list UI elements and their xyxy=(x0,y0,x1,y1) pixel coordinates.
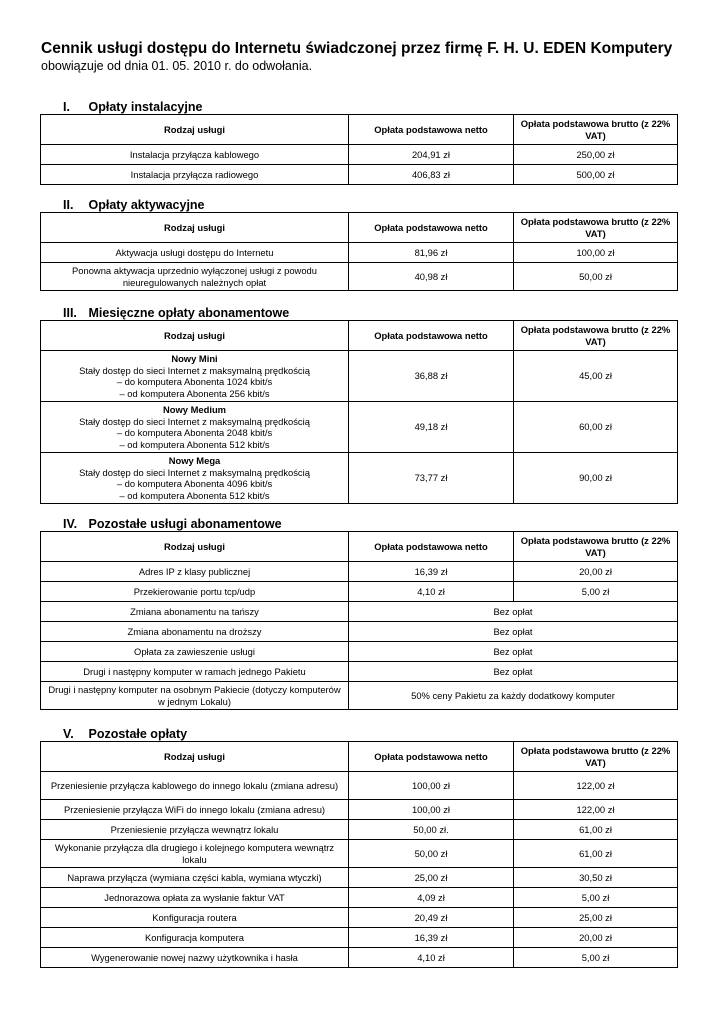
net-price-cell: 40,98 zł xyxy=(349,263,514,291)
service-cell: Przeniesienie przyłącza kablowego do innego lokalu (zmiana adresu) xyxy=(41,772,349,800)
activation-fees-table xyxy=(40,212,678,291)
header-service: Rodzaj usługi xyxy=(41,321,349,351)
merged-price-cell: Bez opłat xyxy=(349,662,678,682)
net-price-cell: 50,00 zł xyxy=(349,840,514,868)
table-row xyxy=(41,820,678,840)
gross-price-cell: 500,00 zł xyxy=(514,165,678,185)
package-row-mega xyxy=(41,453,678,504)
table-row xyxy=(41,928,678,948)
table-row xyxy=(41,165,678,185)
table-row xyxy=(41,868,678,888)
table-row xyxy=(41,622,678,642)
table-row xyxy=(41,908,678,928)
section-number: II. xyxy=(63,198,74,212)
table-row xyxy=(41,602,678,622)
gross-price-cell: 5,00 zł xyxy=(514,888,678,908)
gross-price-cell: 50,00 zł xyxy=(514,263,678,291)
gross-price-cell: 250,00 zł xyxy=(514,145,678,165)
header-gross: Opłata podstawowa brutto (z 22% VAT) xyxy=(514,532,678,562)
package-row-medium xyxy=(41,402,678,453)
package-name: Nowy Medium xyxy=(162,404,227,415)
package-row-mini xyxy=(41,351,678,402)
section-heading-activation xyxy=(63,198,205,212)
net-price-cell: 20,49 zł xyxy=(349,908,514,928)
service-cell: Przeniesienie przyłącza wewnątrz lokalu xyxy=(41,820,349,840)
net-price-cell: 49,18 zł xyxy=(349,402,514,453)
gross-price-cell: 25,00 zł xyxy=(514,908,678,928)
service-cell: Konfiguracja routera xyxy=(41,908,349,928)
service-cell: Drugi i następny komputer w ramach jednego Pakietu xyxy=(41,662,349,682)
table-header-row xyxy=(41,115,678,145)
service-cell: Naprawa przyłącza (wymiana części kabla, wymiana wtyczki) xyxy=(41,868,349,888)
header-net: Opłata podstawowa netto xyxy=(349,742,514,772)
package-download-speed: – do komputera Abonenta 2048 kbit/s xyxy=(116,427,273,438)
section-title: Miesięczne opłaty abonamentowe xyxy=(88,306,290,320)
service-cell: Jednorazowa opłata za wysłanie faktur VAT xyxy=(41,888,349,908)
net-price-cell: 36,88 zł xyxy=(349,351,514,402)
section-heading-monthly xyxy=(63,306,289,320)
net-price-cell: 4,10 zł xyxy=(349,582,514,602)
service-cell: Adres IP z klasy publicznej xyxy=(41,562,349,582)
service-cell: Zmiana abonamentu na tańszy xyxy=(41,602,349,622)
net-price-cell: 204,91 zł xyxy=(349,145,514,165)
package-description: Stały dostęp do sieci Internet z maksymalną prędkością xyxy=(79,466,310,478)
service-cell: Drugi i następny komputer na osobnym Pakiecie (dotyczy komputerów w jednym Lokalu) xyxy=(41,682,349,710)
gross-price-cell: 122,00 zł xyxy=(514,772,678,800)
table-row xyxy=(41,263,678,291)
service-cell: Przeniesienie przyłącza WiFi do innego lokalu (zmiana adresu) xyxy=(41,800,349,820)
net-price-cell: 50,00 zł. xyxy=(349,820,514,840)
table-row xyxy=(41,840,678,868)
section-number: V. xyxy=(63,727,74,741)
package-upload-speed: – od komputera Abonenta 512 kbit/s xyxy=(119,438,270,450)
section-heading-other-subscription xyxy=(63,517,282,531)
package-upload-speed: – od komputera Abonenta 256 kbit/s xyxy=(119,387,270,399)
header-net: Opłata podstawowa netto xyxy=(349,532,514,562)
package-description: Stały dostęp do sieci Internet z maksymalną prędkością xyxy=(79,415,310,427)
table-header-row xyxy=(41,213,678,243)
package-name: Nowy Mega xyxy=(168,455,221,466)
table-row xyxy=(41,562,678,582)
package-download-speed: – do komputera Abonenta 1024 kbit/s xyxy=(116,376,273,387)
table-row xyxy=(41,642,678,662)
section-number: III. xyxy=(63,306,77,320)
header-service: Rodzaj usługi xyxy=(41,115,349,145)
package-cell xyxy=(41,351,349,402)
table-row xyxy=(41,888,678,908)
header-gross: Opłata podstawowa brutto (z 22% VAT) xyxy=(514,213,678,243)
gross-price-cell: 45,00 zł xyxy=(514,351,678,402)
gross-price-cell: 20,00 zł xyxy=(514,928,678,948)
section-heading-other-fees xyxy=(63,727,187,741)
gross-price-cell: 100,00 zł xyxy=(514,243,678,263)
section-title: Opłaty aktywacyjne xyxy=(88,198,205,212)
section-number: IV. xyxy=(63,517,78,531)
net-price-cell: 16,39 zł xyxy=(349,928,514,948)
table-row xyxy=(41,243,678,263)
document-subtitle: obowiązuje od dnia 01. 05. 2010 r. do odwołania. xyxy=(41,59,313,73)
net-price-cell: 81,96 zł xyxy=(349,243,514,263)
section-heading-installation xyxy=(63,100,202,114)
net-price-cell: 100,00 zł xyxy=(349,772,514,800)
merged-price-cell: 50% ceny Pakietu za każdy dodatkowy komputer xyxy=(349,682,678,710)
merged-price-cell: Bez opłat xyxy=(349,602,678,622)
service-cell: Wykonanie przyłącza dla drugiego i kolejnego komputera wewnątrz lokalu xyxy=(41,840,349,868)
gross-price-cell: 20,00 zł xyxy=(514,562,678,582)
package-cell xyxy=(41,453,349,504)
table-header-row xyxy=(41,742,678,772)
service-cell: Ponowna aktywacja uprzednio wyłączonej usługi z powodu nieuregulowanych należnych opłat xyxy=(41,263,349,291)
gross-price-cell: 5,00 zł xyxy=(514,582,678,602)
merged-price-cell: Bez opłat xyxy=(349,642,678,662)
document-title: Cennik usługi dostępu do Internetu świadczonej przez firmę F. H. U. EDEN Komputery xyxy=(41,40,673,57)
service-cell: Wygenerowanie nowej nazwy użytkownika i hasła xyxy=(41,948,349,968)
header-gross: Opłata podstawowa brutto (z 22% VAT) xyxy=(514,742,678,772)
monthly-fees-table xyxy=(40,320,678,504)
table-header-row xyxy=(41,321,678,351)
section-number: I. xyxy=(63,100,70,114)
net-price-cell: 73,77 zł xyxy=(349,453,514,504)
header-service: Rodzaj usługi xyxy=(41,742,349,772)
service-cell: Aktywacja usługi dostępu do Internetu xyxy=(41,243,349,263)
gross-price-cell: 60,00 zł xyxy=(514,402,678,453)
service-cell: Zmiana abonamentu na droższy xyxy=(41,622,349,642)
service-cell: Instalacja przyłącza radiowego xyxy=(41,165,349,185)
gross-price-cell: 61,00 zł xyxy=(514,820,678,840)
net-price-cell: 406,83 zł xyxy=(349,165,514,185)
installation-fees-table xyxy=(40,114,678,185)
header-net: Opłata podstawowa netto xyxy=(349,213,514,243)
service-cell: Przekierowanie portu tcp/udp xyxy=(41,582,349,602)
table-row xyxy=(41,948,678,968)
table-row xyxy=(41,682,678,710)
service-cell: Instalacja przyłącza kablowego xyxy=(41,145,349,165)
header-gross: Opłata podstawowa brutto (z 22% VAT) xyxy=(514,115,678,145)
gross-price-cell: 90,00 zł xyxy=(514,453,678,504)
package-name: Nowy Mini xyxy=(171,353,218,364)
package-cell xyxy=(41,402,349,453)
gross-price-cell: 122,00 zł xyxy=(514,800,678,820)
table-header-row xyxy=(41,532,678,562)
gross-price-cell: 5,00 zł xyxy=(514,948,678,968)
header-service: Rodzaj usługi xyxy=(41,532,349,562)
package-upload-speed: – od komputera Abonenta 512 kbit/s xyxy=(119,489,270,501)
package-download-speed: – do komputera Abonenta 4096 kbit/s xyxy=(116,478,273,489)
other-subscription-services-table xyxy=(40,531,678,710)
header-net: Opłata podstawowa netto xyxy=(349,321,514,351)
net-price-cell: 4,09 zł xyxy=(349,888,514,908)
net-price-cell: 16,39 zł xyxy=(349,562,514,582)
section-title: Pozostałe usługi abonamentowe xyxy=(88,517,282,531)
header-net: Opłata podstawowa netto xyxy=(349,115,514,145)
section-title: Opłaty instalacyjne xyxy=(88,100,203,114)
table-row xyxy=(41,772,678,800)
gross-price-cell: 61,00 zł xyxy=(514,840,678,868)
gross-price-cell: 30,50 zł xyxy=(514,868,678,888)
other-fees-table xyxy=(40,741,678,968)
net-price-cell: 4,10 zł xyxy=(349,948,514,968)
net-price-cell: 25,00 zł xyxy=(349,868,514,888)
table-row xyxy=(41,145,678,165)
header-gross: Opłata podstawowa brutto (z 22% VAT) xyxy=(514,321,678,351)
table-row xyxy=(41,662,678,682)
service-cell: Konfiguracja komputera xyxy=(41,928,349,948)
package-description: Stały dostęp do sieci Internet z maksymalną prędkością xyxy=(79,364,310,376)
net-price-cell: 100,00 zł xyxy=(349,800,514,820)
table-row xyxy=(41,582,678,602)
table-row xyxy=(41,800,678,820)
merged-price-cell: Bez opłat xyxy=(349,622,678,642)
header-service: Rodzaj usługi xyxy=(41,213,349,243)
section-title: Pozostałe opłaty xyxy=(88,727,188,741)
service-cell: Opłata za zawieszenie usługi xyxy=(41,642,349,662)
